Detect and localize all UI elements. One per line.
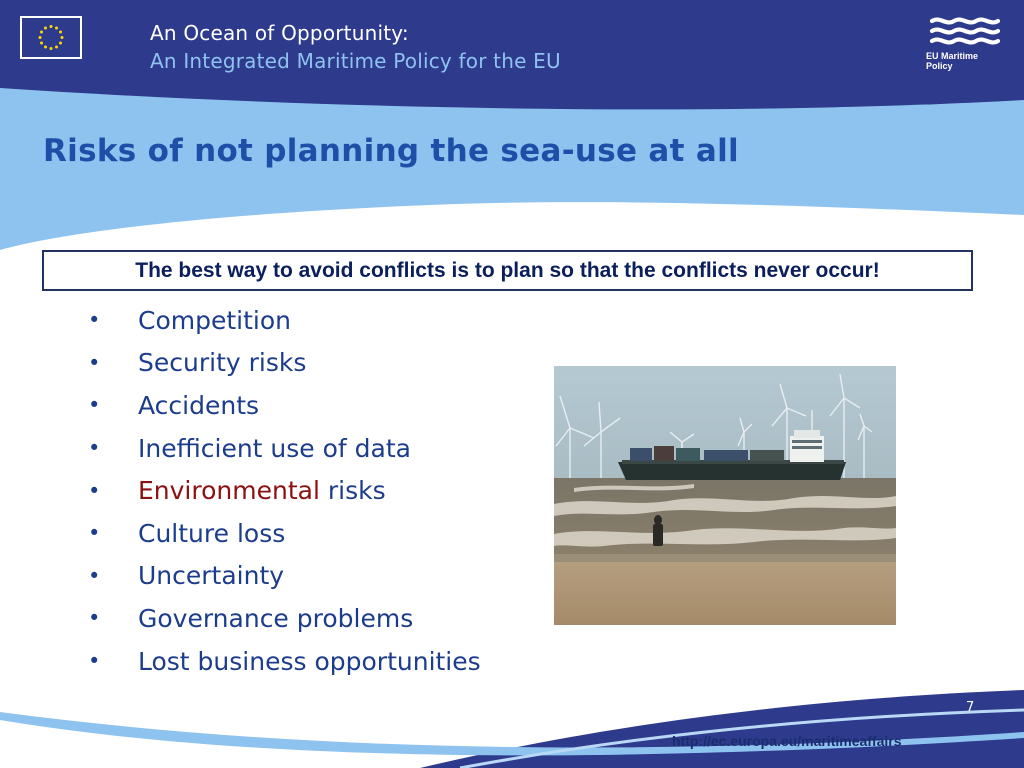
bullet-icon: • [88,436,101,461]
bullet-icon: • [88,649,101,674]
bullet-text: Accidents [138,390,260,420]
logo-label: EU Maritime Policy [926,51,979,71]
list-item [86,299,481,342]
callout-box [42,250,973,291]
list-item [86,342,481,385]
callout-text: The best way to avoid conflicts is to plan so that the conflicts never occur! [135,258,880,282]
bullet-text: risks [327,476,386,506]
bullet-text: Inefficient use of data [138,433,411,463]
bullet-text: Lost business opportunities [138,646,481,676]
list-item [86,640,481,683]
list-item [86,469,481,512]
bullet-text: Culture loss [138,518,286,548]
eu-flag-icon [20,16,82,59]
bullet-list [86,299,481,682]
list-item [86,384,481,427]
bullet-icon: • [88,478,101,503]
bullet-text: Competition [138,305,291,335]
list-item [86,597,481,640]
footer-url[interactable]: http://ec.europa.eu/maritimeaffairs [672,733,902,749]
bullet-icon: • [88,563,101,588]
header-title: An Ocean of Opportunity: [150,21,409,45]
header-subtitle: An Integrated Maritime Policy for the EU [150,49,561,73]
list-item [86,555,481,598]
list-item [86,427,481,470]
slide-title: Risks of not planning the sea-use at all [43,133,739,169]
bullet-text: Security risks [138,348,307,378]
bullet-text: Governance problems [138,603,414,633]
bullet-icon: • [88,521,101,546]
bullet-icon: • [88,350,101,375]
ship-wind-turbines-photo [554,366,896,625]
list-item [86,512,481,555]
page-number: 7 [966,700,975,715]
bullet-icon: • [88,606,101,631]
bullet-icon: • [88,308,101,333]
bullet-accent-text: Environmental [138,476,320,506]
bullet-icon: • [88,393,101,418]
bullet-text: Uncertainty [138,561,285,591]
